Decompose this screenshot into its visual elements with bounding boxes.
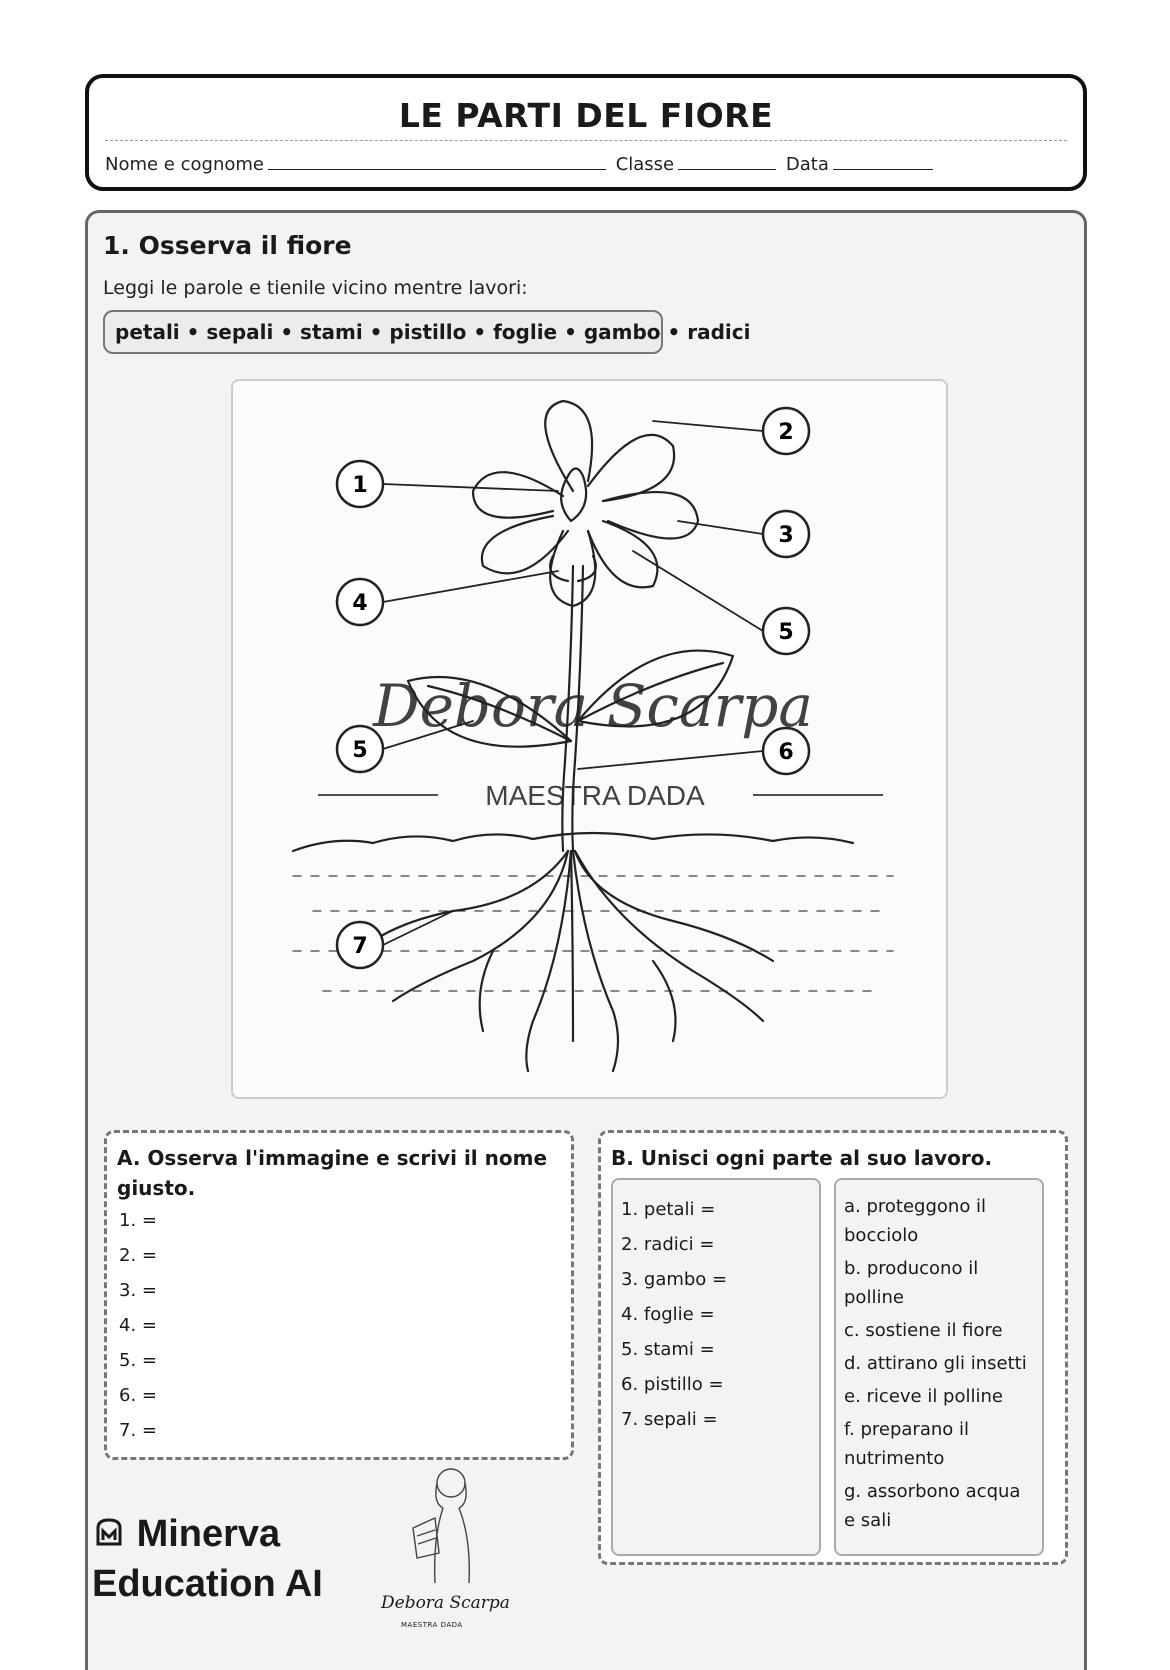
label-marker-3 <box>763 511 809 557</box>
logo-line-2: Education AI <box>92 1563 323 1605</box>
label-6: 6 <box>778 740 794 765</box>
function-row-b: b. producono il polline <box>844 1258 979 1308</box>
watermark-script: Debora Scarpa <box>373 672 813 740</box>
answer-row-7[interactable]: 7. = <box>119 1420 157 1441</box>
label-4: 4 <box>352 591 368 616</box>
label-1: 1 <box>352 473 368 498</box>
logo-line-1: Minerva <box>136 1513 281 1555</box>
label-marker-4 <box>337 579 383 625</box>
label-3: 3 <box>778 523 794 548</box>
parts-column <box>611 1178 821 1556</box>
functions-column <box>834 1178 1044 1556</box>
name-label: Nome e cognome <box>105 154 264 175</box>
function-row-d: d. attirano gli insetti <box>844 1353 1027 1374</box>
label-5-right: 5 <box>778 620 794 645</box>
answer-row-2[interactable]: 2. = <box>119 1245 157 1266</box>
roots <box>373 851 773 1071</box>
exercise-a-title: A. Osserva l'immagine e scrivi il nome giusto. <box>117 1146 548 1200</box>
label-marker-2 <box>763 408 809 454</box>
answer-row-4[interactable]: 4. = <box>119 1315 157 1336</box>
answer-row-5[interactable]: 5. = <box>119 1350 157 1371</box>
answer-row-3[interactable]: 3. = <box>119 1280 157 1301</box>
stamp-signature: Debora Scarpa <box>381 1593 510 1613</box>
class-field[interactable] <box>678 154 776 170</box>
exercise-b <box>598 1130 1068 1565</box>
petal <box>473 472 563 517</box>
function-row-e: e. riceve il polline <box>844 1386 1003 1407</box>
worksheet-header <box>85 74 1087 191</box>
flower-diagram <box>231 379 948 1099</box>
exercise-b-title: B. Unisci ogni parte al suo lavoro. <box>611 1146 993 1170</box>
student-info-line <box>105 154 937 175</box>
label-2: 2 <box>778 420 794 445</box>
flower-diagram-svg <box>233 381 946 1097</box>
label-marker-7 <box>337 922 383 968</box>
label-7: 7 <box>352 934 368 959</box>
page-title: LE PARTI DEL FIORE <box>398 96 774 135</box>
petal <box>588 521 657 587</box>
minerva-logo-icon <box>92 1516 126 1550</box>
section-instruction: Leggi le parole e tienile vicino mentre lavori: <box>103 277 528 299</box>
date-label: Data <box>785 154 829 175</box>
label-marker-1 <box>337 461 383 507</box>
word-bank: petali • sepali • stami • pistillo • foglie • gambo • radici <box>103 310 663 354</box>
name-field[interactable] <box>268 154 606 170</box>
function-row-g: g. assorbono acqua e sali <box>844 1481 1021 1531</box>
girl-reading-illustration <box>373 1458 523 1588</box>
part-row-5[interactable]: 5. stami = <box>621 1339 715 1360</box>
part-row-3[interactable]: 3. gambo = <box>621 1269 728 1290</box>
minerva-logo <box>92 1513 280 1556</box>
function-row-a: a. proteggono il bocciolo <box>844 1196 987 1246</box>
section-heading: 1. Osserva il fiore <box>103 231 352 260</box>
function-row-f: f. preparano il nutrimento <box>844 1419 970 1469</box>
exercise-a <box>104 1130 574 1460</box>
petal <box>588 435 674 501</box>
part-row-2[interactable]: 2. radici = <box>621 1234 715 1255</box>
petal <box>482 516 568 573</box>
function-row-c: c. sostiene il fiore <box>844 1320 1003 1341</box>
label-5-left: 5 <box>352 738 368 763</box>
part-row-6[interactable]: 6. pistillo = <box>621 1374 724 1395</box>
class-label: Classe <box>615 154 675 175</box>
answer-row-1[interactable]: 1. = <box>119 1210 157 1231</box>
stamp-subtitle: MAESTRA DADA <box>401 1621 463 1629</box>
part-row-7[interactable]: 7. sepali = <box>621 1409 718 1430</box>
petal <box>545 401 592 491</box>
date-field[interactable] <box>833 154 933 170</box>
part-row-1[interactable]: 1. petali = <box>621 1199 716 1220</box>
flower-head <box>473 401 698 606</box>
answer-row-6[interactable]: 6. = <box>119 1385 157 1406</box>
header-divider <box>105 140 1067 141</box>
watermark-sub: MAESTRA DADA <box>485 780 705 811</box>
label-marker-5-right <box>763 608 809 654</box>
part-row-4[interactable]: 4. foglie = <box>621 1304 715 1325</box>
section-observe-flower <box>85 210 1087 1670</box>
author-stamp <box>373 1458 523 1668</box>
